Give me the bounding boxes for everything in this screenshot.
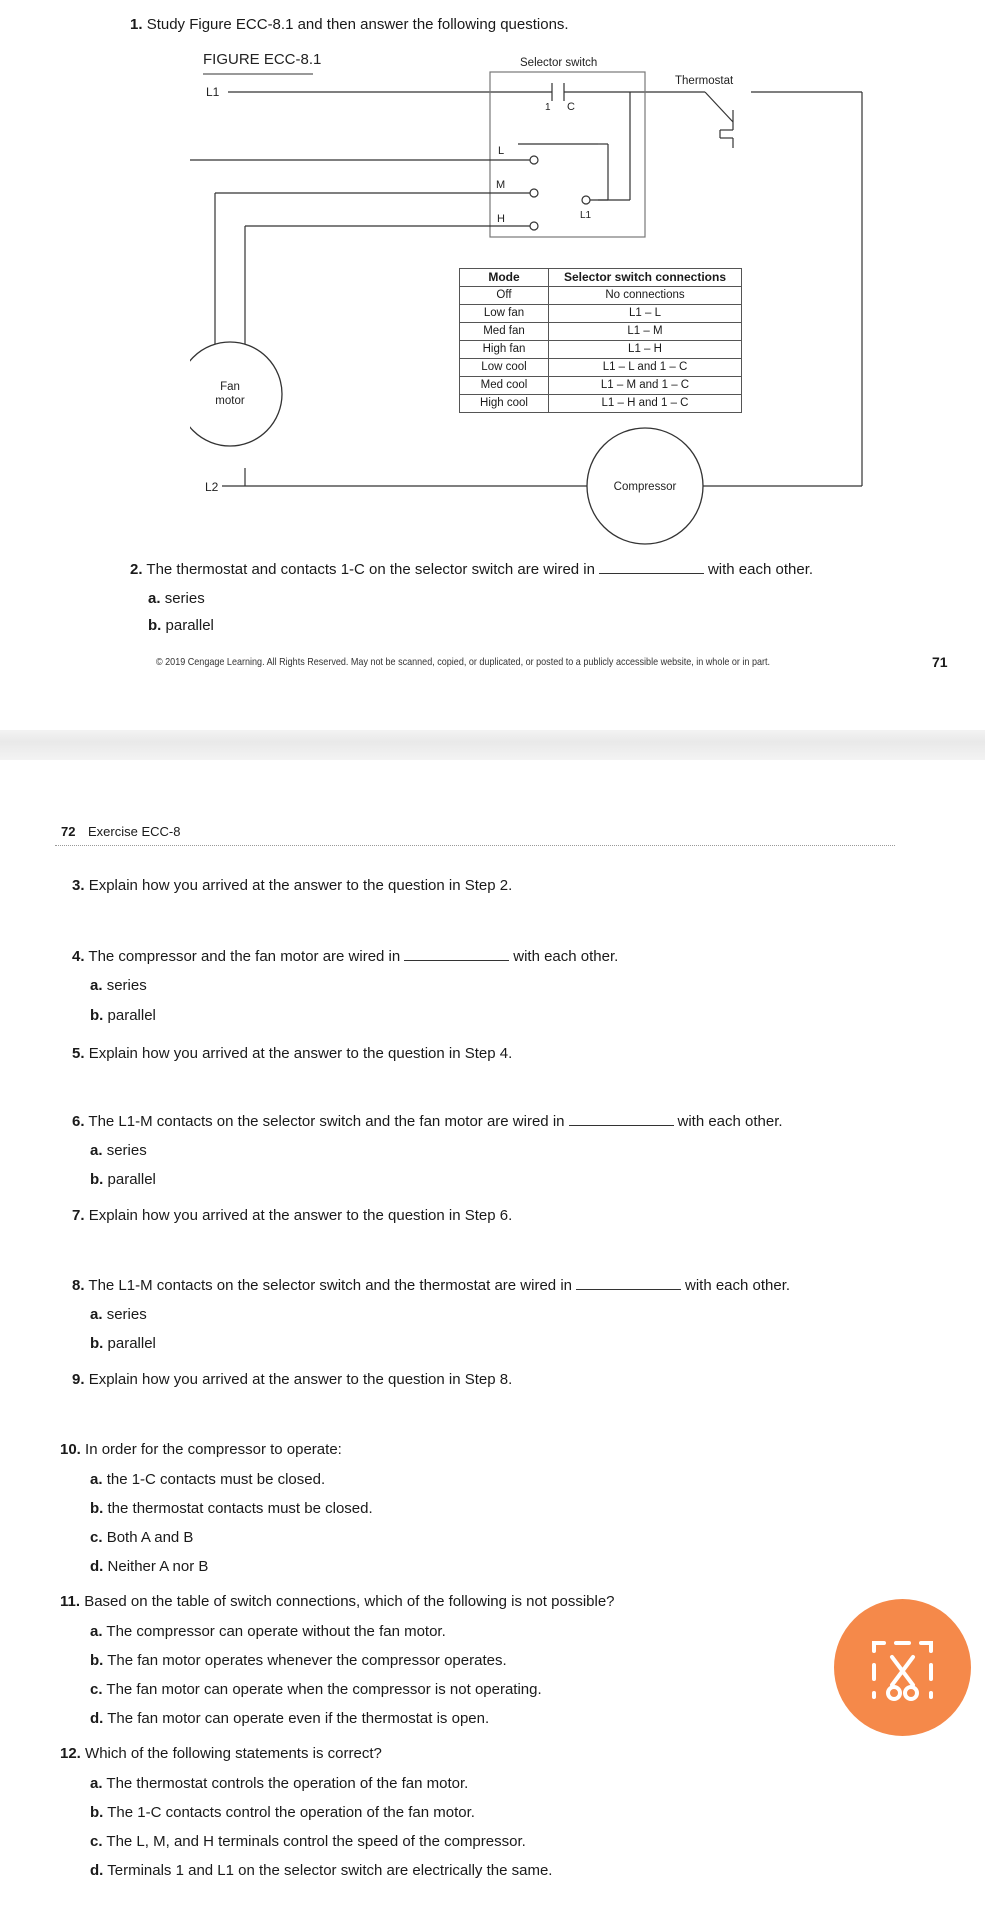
option-letter: c. (90, 1833, 103, 1850)
answer-blank[interactable] (404, 948, 509, 961)
answer-blank[interactable] (576, 1277, 681, 1290)
option-text: The fan motor can operate even if the thermostat is open. (107, 1710, 490, 1727)
table-header-row (460, 269, 742, 287)
answer-blank[interactable] (599, 561, 704, 574)
label-terminal-l1: L1 (580, 210, 592, 221)
table-header: Selector switch connections (549, 269, 742, 287)
question-tail: with each other. (707, 561, 814, 578)
option-letter: b. (90, 1652, 104, 1669)
option-text: Terminals 1 and L1 on the selector switch are electrically the same. (107, 1862, 553, 1879)
thermostat-label: Thermostat (675, 75, 734, 87)
question-number: 11. (60, 1593, 81, 1610)
option-text: the thermostat contacts must be closed. (107, 1500, 373, 1517)
table-cell: Low fan (460, 305, 549, 323)
option-letter: a. (90, 1623, 103, 1640)
option-text: the 1-C contacts must be closed. (106, 1471, 326, 1488)
table-cell: L1 – L (549, 305, 742, 323)
option-a[interactable] (90, 1775, 468, 1793)
question-number: 4. (72, 948, 85, 965)
option-letter: a. (90, 1306, 103, 1323)
table-cell: No connections (549, 287, 742, 305)
option-b[interactable] (148, 617, 214, 635)
question-11 (60, 1593, 615, 1611)
option-b[interactable] (90, 1804, 475, 1822)
compressor-label: Compressor (613, 481, 677, 493)
option-text: The compressor can operate without the fan motor. (106, 1623, 446, 1640)
option-a[interactable] (90, 1471, 325, 1489)
option-text: series (106, 1142, 147, 1159)
question-12 (60, 1745, 382, 1763)
question-6 (72, 1113, 783, 1131)
option-letter: a. (90, 1471, 103, 1488)
question-10 (60, 1441, 342, 1459)
table-cell: High fan (460, 341, 549, 359)
figure-title: FIGURE ECC-8.1 (203, 51, 322, 68)
question-4 (72, 948, 618, 966)
option-c[interactable] (90, 1681, 542, 1699)
page-number: 71 (932, 654, 948, 670)
question-text: Explain how you arrived at the answer to the question in Step 2. (88, 877, 513, 894)
label-terminal-l: L (498, 145, 505, 157)
option-letter: b. (90, 1171, 104, 1188)
option-letter: a. (90, 1142, 103, 1159)
option-text: The thermostat controls the operation of the fan motor. (106, 1775, 469, 1792)
table-header: Mode (460, 269, 549, 287)
option-d[interactable] (90, 1862, 552, 1880)
exercise-header: Exercise ECC-8 (88, 824, 181, 839)
table-row (460, 287, 742, 305)
option-d[interactable] (90, 1710, 489, 1728)
question-text: In order for the compressor to operate: (85, 1441, 342, 1458)
table-cell: Low cool (460, 359, 549, 377)
question-text: Based on the table of switch connections, which of the following is not possible? (84, 1593, 615, 1610)
label-l1: L1 (206, 85, 220, 99)
option-letter: d. (90, 1710, 104, 1727)
option-text: Neither A nor B (107, 1558, 209, 1575)
label-l2: L2 (205, 480, 219, 494)
label-contact-c: C (567, 101, 575, 113)
question-number: 8. (72, 1277, 85, 1294)
table-cell: L1 – M and 1 – C (549, 377, 742, 395)
table-row (460, 359, 742, 377)
option-text: parallel (107, 1171, 156, 1188)
table-cell: L1 – M (549, 323, 742, 341)
option-b[interactable] (90, 1335, 156, 1353)
fan-motor-symbol (190, 342, 282, 446)
question-5 (72, 1045, 512, 1063)
option-letter: b. (90, 1500, 104, 1517)
option-text: Both A and B (106, 1529, 194, 1546)
question-1 (130, 16, 569, 34)
copyright-notice: © 2019 Cengage Learning. All Rights Reserved. May not be scanned, copied, or duplicated, or posted to a publicly accessible website, in whole or in part. (156, 656, 771, 668)
question-text: The L1-M contacts on the selector switch and the thermostat are wired in (88, 1277, 572, 1294)
option-a[interactable] (90, 1306, 147, 1324)
question-number: 12. (60, 1745, 81, 1762)
option-letter: a. (90, 1775, 103, 1792)
option-text: parallel (107, 1335, 156, 1352)
selector-switch-table (459, 268, 742, 413)
question-number: 3. (72, 877, 85, 894)
option-c[interactable] (90, 1529, 193, 1547)
question-number: 2. (130, 561, 143, 578)
option-letter: d. (90, 1862, 104, 1879)
question-8 (72, 1277, 790, 1295)
option-text: series (106, 977, 147, 994)
header-divider (55, 845, 895, 846)
option-text: series (106, 1306, 147, 1323)
page-number: 72 (61, 824, 76, 839)
page-separator (0, 730, 985, 760)
table-row (460, 341, 742, 359)
label-terminal-h: H (497, 213, 505, 225)
question-tail: with each other. (685, 1277, 791, 1294)
option-b[interactable] (90, 1171, 156, 1189)
option-letter: d. (90, 1558, 104, 1575)
cropped-heading-strip (0, 0, 985, 6)
question-number: 5. (72, 1045, 85, 1062)
question-tail: with each other. (677, 1113, 783, 1130)
question-number: 7. (72, 1207, 85, 1224)
option-text: The L, M, and H terminals control the speed of the compressor. (106, 1833, 526, 1850)
question-7 (72, 1207, 512, 1225)
question-text: Explain how you arrived at the answer to the question in Step 4. (88, 1045, 513, 1062)
option-letter: a. (148, 590, 161, 607)
option-text: The fan motor can operate when the compressor is not operating. (106, 1681, 542, 1698)
option-b[interactable] (90, 1652, 507, 1670)
option-a[interactable] (148, 590, 205, 608)
question-number: 6. (72, 1113, 85, 1130)
table-cell: Med fan (460, 323, 549, 341)
table-cell: L1 – H and 1 – C (549, 395, 742, 413)
table-cell: Off (460, 287, 549, 305)
option-letter: a. (90, 977, 103, 994)
label-terminal-m: M (496, 179, 506, 191)
option-letter: b. (148, 617, 162, 634)
question-number: 9. (72, 1371, 85, 1388)
answer-blank[interactable] (569, 1113, 674, 1126)
option-text: parallel (165, 617, 214, 634)
option-a[interactable] (90, 1623, 446, 1641)
question-number: 1. (130, 16, 143, 33)
selector-switch-label: Selector switch (520, 57, 598, 69)
motor-label: motor (215, 395, 245, 407)
question-text: The L1-M contacts on the selector switch and the fan motor are wired in (88, 1113, 565, 1130)
option-text: The fan motor operates whenever the compressor operates. (107, 1652, 507, 1669)
option-a[interactable] (90, 977, 147, 995)
option-c[interactable] (90, 1833, 526, 1851)
table-row (460, 377, 742, 395)
question-text: Which of the following statements is correct? (85, 1745, 382, 1762)
option-text: parallel (107, 1007, 156, 1024)
question-2 (130, 561, 813, 579)
table-row (460, 305, 742, 323)
screenshot-scissors-icon (834, 1599, 971, 1736)
option-letter: b. (90, 1804, 104, 1821)
table-cell: High cool (460, 395, 549, 413)
table-cell: L1 – L and 1 – C (549, 359, 742, 377)
option-text: The 1-C contacts control the operation of the fan motor. (107, 1804, 475, 1821)
question-number: 10. (60, 1441, 81, 1458)
question-3 (72, 877, 512, 895)
option-d[interactable] (90, 1558, 208, 1576)
option-letter: b. (90, 1335, 104, 1352)
option-letter: c. (90, 1529, 103, 1546)
option-b[interactable] (90, 1007, 156, 1025)
question-text: The thermostat and contacts 1-C on the selector switch are wired in (146, 561, 595, 578)
label-contact-1: 1 (545, 102, 551, 113)
question-text: Study Figure ECC-8.1 and then answer the following questions. (146, 16, 569, 33)
option-letter: b. (90, 1007, 104, 1024)
table-cell: Med cool (460, 377, 549, 395)
table-cell: L1 – H (549, 341, 742, 359)
option-b[interactable] (90, 1500, 373, 1518)
question-tail: with each other. (513, 948, 619, 965)
question-text: Explain how you arrived at the answer to the question in Step 8. (88, 1371, 513, 1388)
option-text: series (164, 590, 205, 607)
question-9 (72, 1371, 512, 1389)
screenshot-fab-button[interactable] (834, 1599, 971, 1736)
table-row (460, 395, 742, 413)
question-text: Explain how you arrived at the answer to the question in Step 6. (88, 1207, 513, 1224)
question-text: The compressor and the fan motor are wired in (88, 948, 401, 965)
fan-label: Fan (220, 381, 240, 393)
option-letter: c. (90, 1681, 103, 1698)
table-row (460, 323, 742, 341)
option-a[interactable] (90, 1142, 147, 1160)
